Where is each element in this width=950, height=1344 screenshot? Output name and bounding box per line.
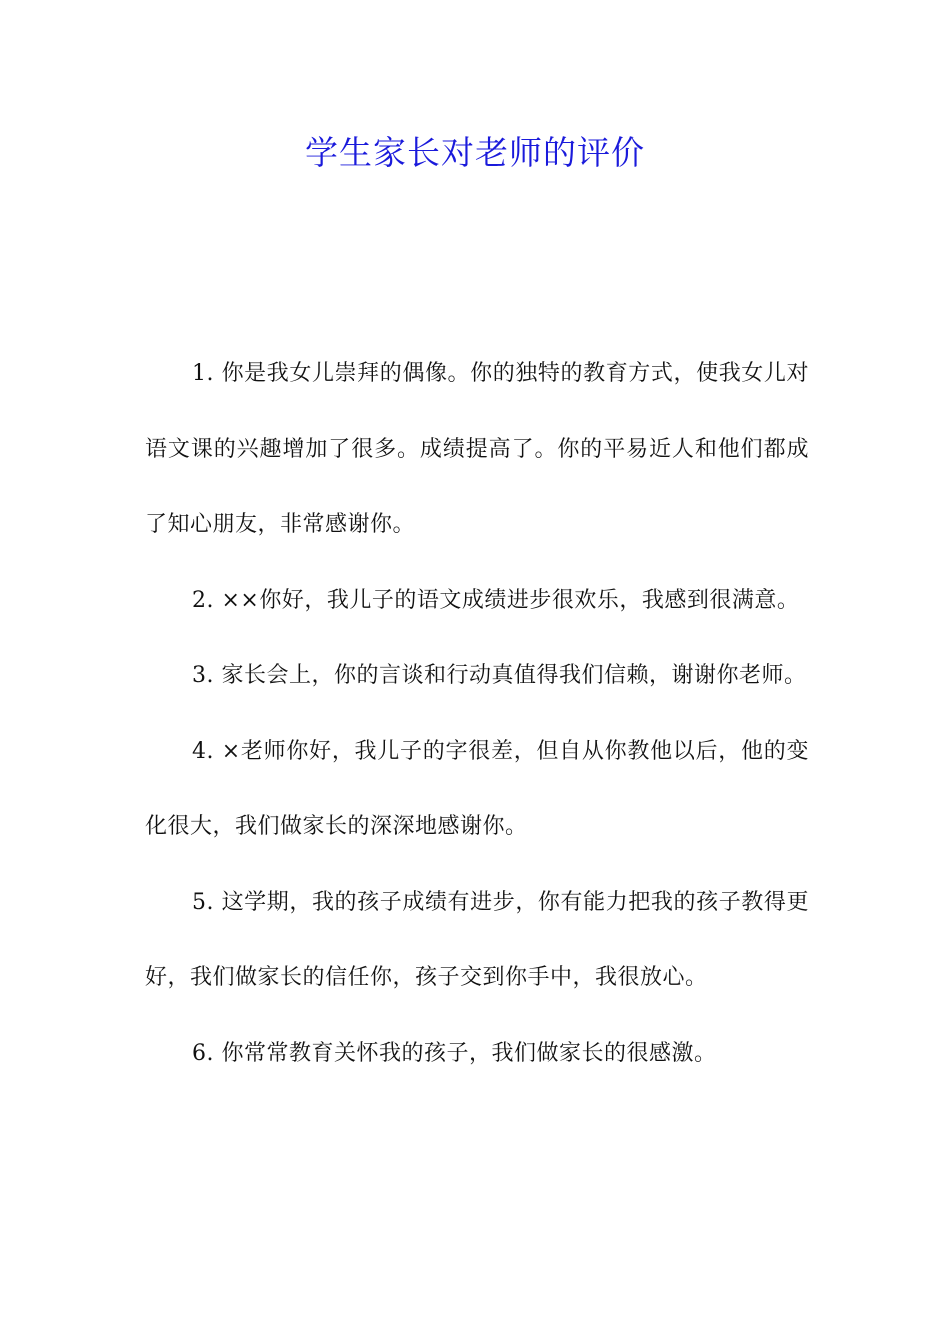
document-body <box>145 336 809 1091</box>
paragraph-2: 2. ××你好，我儿子的语文成绩进步很欢乐，我感到很满意。 <box>192 587 800 613</box>
paragraph-6: 6. 你常常教育关怀我的孩子，我们做家长的很感激。 <box>192 1040 717 1066</box>
document-title: 学生家长对老师的评价 <box>305 133 645 172</box>
paragraph-1: 1. 你是我女儿崇拜的偶像。你的独特的教育方式，使我女儿对语文课的兴趣增加了很多。成绩提高了。你的平易近人和他们都成了知心朋友，非常感谢你。 <box>145 361 809 537</box>
paragraph-3: 3. 家长会上，你的言谈和行动真值得我们信赖，谢谢你老师。 <box>192 663 807 688</box>
paragraph-4: 4. ×老师你好，我儿子的字很差，但自从你教他以后，他的变化很大，我们做家长的深深地感谢你。 <box>145 738 809 839</box>
paragraph-5: 5. 这学期，我的孩子成绩有进步，你有能力把我的孩子教得更好，我们做家长的信任你，孩子交到你手中，我很放心。 <box>145 889 809 990</box>
